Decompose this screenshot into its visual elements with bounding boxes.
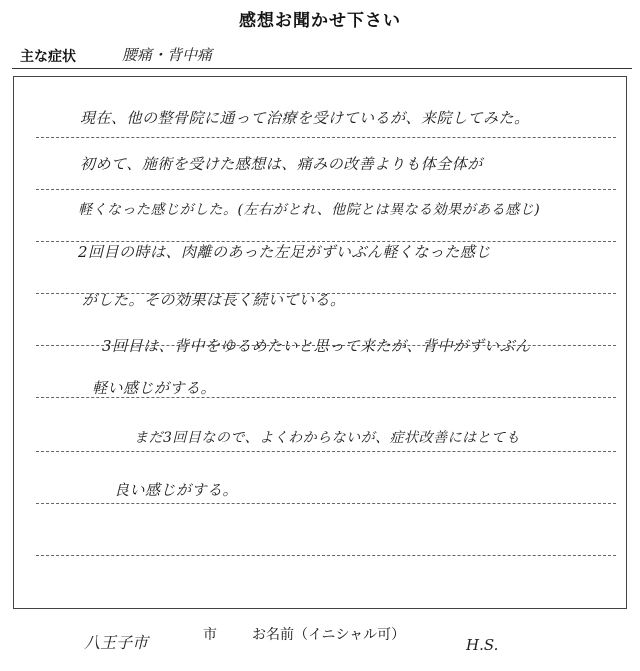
footer <box>0 620 640 665</box>
comment-line: 2回目の時は、肉離のあった左足がずいぶん軽くなった感じ <box>78 243 491 261</box>
comment-line: 軽い感じがする。 <box>92 379 217 397</box>
ruled-line <box>36 137 616 138</box>
ruled-line <box>36 189 616 190</box>
comment-box <box>13 76 627 609</box>
form-title: 感想お聞かせ下さい <box>239 11 401 31</box>
comment-line: 初めて、施術を受けた感想は、痛みの改善よりも体全体が <box>80 155 483 173</box>
city-value: 八王子市 <box>84 633 149 652</box>
comment-line: 良い感じがする。 <box>114 481 239 499</box>
city-label: 市 <box>203 627 217 643</box>
name-value: H.S. <box>466 636 499 654</box>
comment-line: 軽くなった感じがした。(左右がとれ、他院とは異なる効果がある感じ) <box>78 202 541 218</box>
name-label: お名前（イニシャル可） <box>252 627 406 643</box>
comment-line: がした。その効果は長く続いている。 <box>82 291 346 309</box>
comment-line: 現在、他の整骨院に通って治療を受けているが、来院してみた。 <box>80 109 530 127</box>
symptom-label: 主な症状 <box>20 49 76 65</box>
symptom-row <box>12 44 632 68</box>
symptom-value: 腰痛・背中痛 <box>122 46 213 64</box>
symptom-underline <box>12 68 632 69</box>
comment-line: 3回目は、背中をゆるめたいと思って来たが、背中がずいぶん <box>102 337 531 355</box>
ruled-line <box>36 555 616 556</box>
ruled-line <box>36 503 616 504</box>
ruled-line <box>36 451 616 452</box>
comment-line: まだ3回目なので、よくわからないが、症状改善にはとても <box>134 430 521 446</box>
